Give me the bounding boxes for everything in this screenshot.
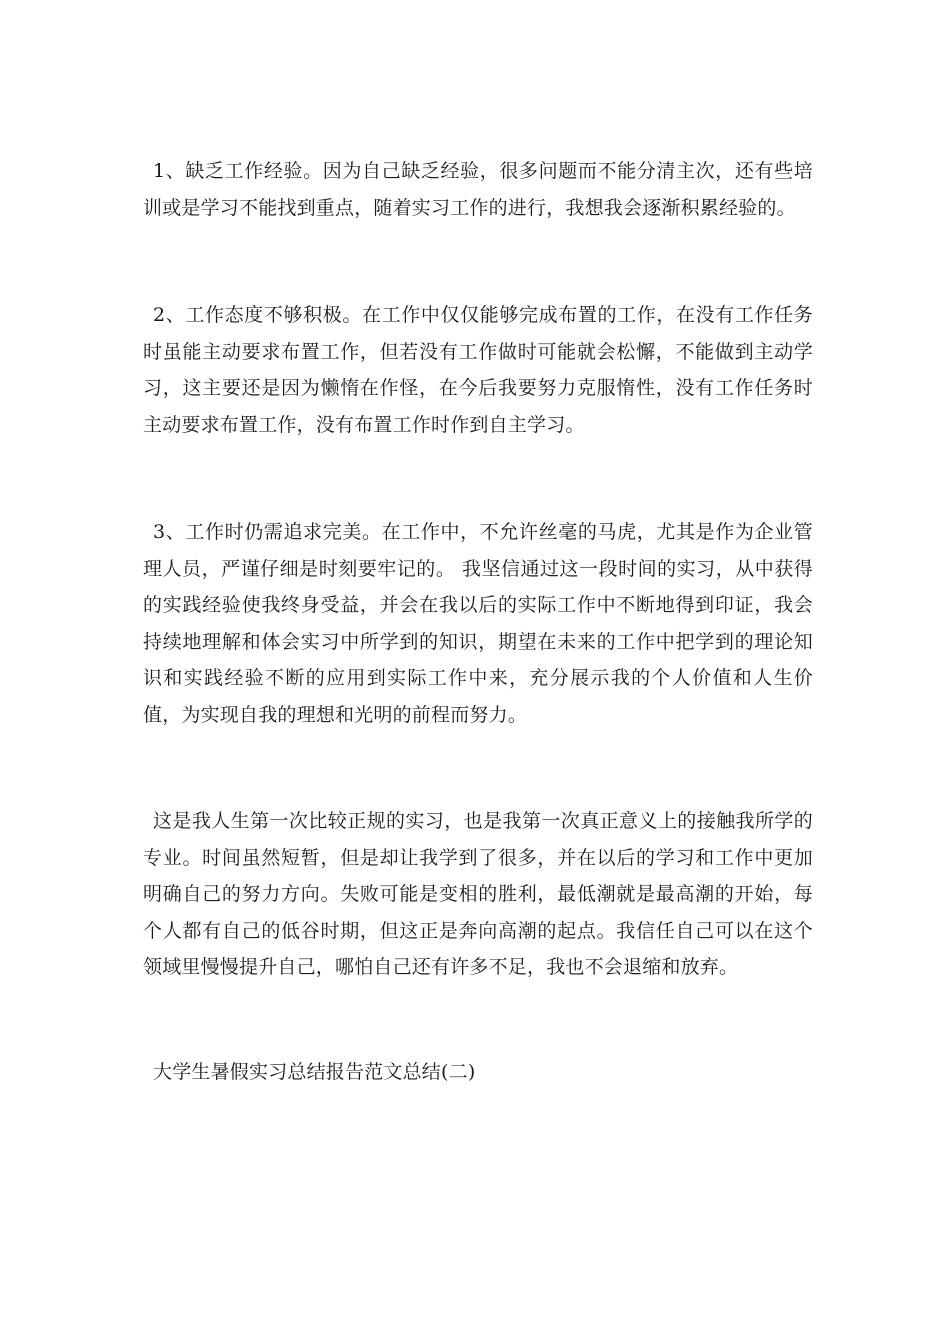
section-heading: 大学生暑假实习总结报告范文总结(二): [153, 1061, 476, 1083]
paragraph-lack-experience: 1、缺乏工作经验。因为自己缺乏经验，很多问题而不能分清主次，还有些培训或是学习不能找到重点，随着实习工作的进行，我想我会逐渐积累经验的。: [143, 160, 813, 219]
paragraph-conclusion: 这是我人生第一次比较正规的实习，也是我第一次真正意义上的接触我所学的专业。时间虽然短暂，但是却让我学到了很多，并在以后的学习和工作中更加明确自己的努力方向。失败可能是变相的胜利，最低潮就是最高潮的开始，每个人都有自己的低谷时期，但这正是奔向高潮的起点。我信任自己可以在这个领域里慢慢提升自己，哪怕自己还有许多不足，我也不会退缩和放弃。: [143, 810, 813, 978]
paragraph-pursue-perfection: 3、工作时仍需追求完美。在工作中，不允许丝毫的马虎，尤其是作为企业管理人员，严谨仔细是时刻要牢记的。 我坚信通过这一段时间的实习，从中获得的实践经验使我终身受益，并会在我以后的实际工作中不断地得到印证，我会持续地理解和体会实习中所学到的知识，期望在未来的工作中把学到的理论知识和实践经验不断的应用到实际工作中来，充分展示我的个人价值和人生价值，为实现自我的理想和光明的前程而努力。: [143, 521, 813, 726]
paragraph-work-attitude: 2、工作态度不够积极。在工作中仅仅能够完成布置的工作，在没有工作任务时虽能主动要求布置工作，但若没有工作做时可能就会松懈，不能做到主动学习，这主要还是因为懒惰在作怪，在今后我要努力克服惰性，没有工作任务时主动要求布置工作，没有布置工作时作到自主学习。: [143, 304, 813, 436]
